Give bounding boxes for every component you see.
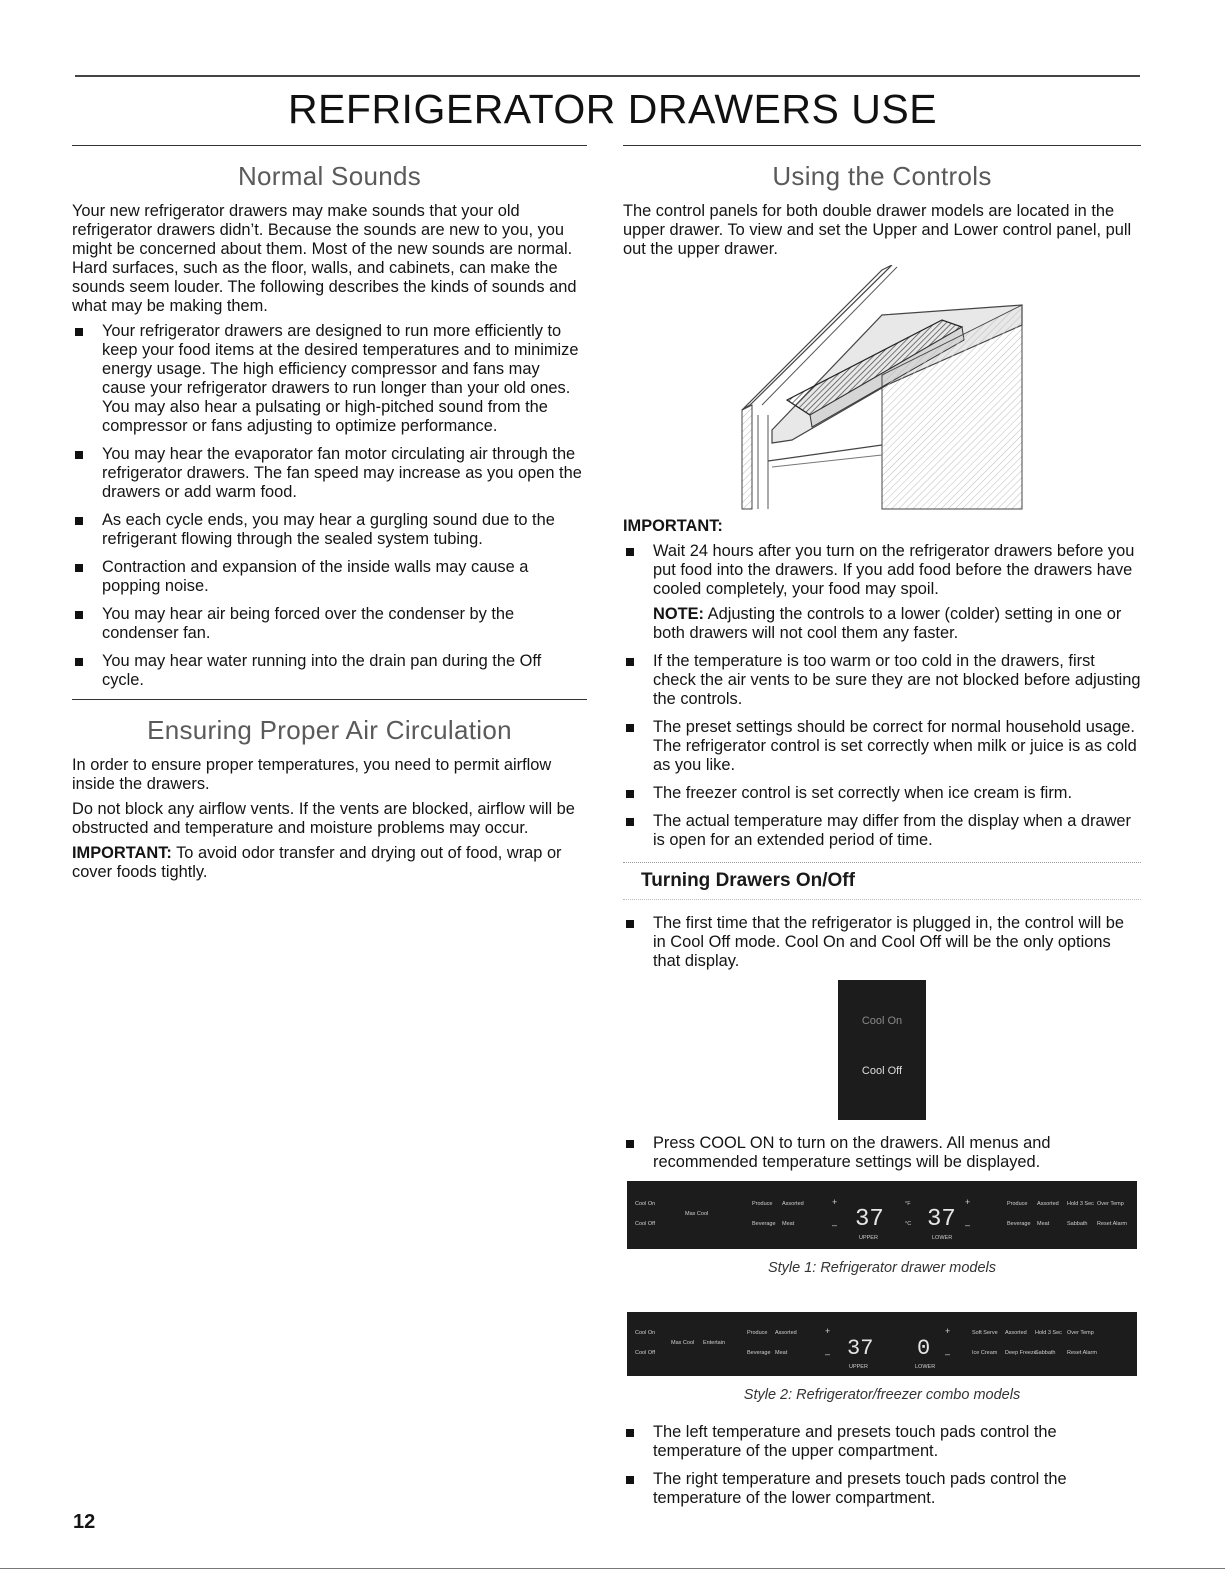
preset-key: Produce [1007,1201,1028,1207]
cool-off-key: Cool Off [861,1065,903,1077]
list-item: You may hear water running into the drain pan during the Off cycle. [72,652,587,690]
air-circulation-heading: Ensuring Proper Air Circulation [147,715,512,745]
lower-temperature: 0 [917,1336,931,1361]
preset-key: Produce [752,1201,773,1207]
bullet-icon [75,658,83,666]
lower-temperature: 37 [927,1206,956,1233]
list-item: If the temperature is too warm or too cold in the drawers, first check the air vents to be sure they are not blocked before adjusting the controls. [623,652,1141,709]
control-panel-style-2 [627,1312,1137,1376]
plus-icon: + [825,1326,831,1336]
bullet-icon [75,564,83,572]
bullet-icon [75,517,83,525]
preset-key: Assorted [782,1201,804,1207]
upper-label: UPPER [849,1364,868,1370]
max-cool-key: Max Cool [685,1211,709,1217]
section-divider [72,699,587,700]
entertain-key: Entertain [703,1340,726,1346]
cool-on-key: Cool On [635,1201,656,1207]
lower-label: LOWER [915,1364,936,1370]
over-temp-key: Over Temp [1067,1330,1094,1336]
bullet-icon [75,611,83,619]
controls-list [623,542,1141,850]
sabbath-key: Sabbath [1035,1350,1056,1356]
upper-temperature: 37 [855,1206,884,1233]
list-item: Contraction and expansion of the inside walls may cause a popping noise. [72,558,587,596]
normal-sounds-intro: Your new refrigerator drawers may make sounds that your old refrigerator drawers didn’t. Because the sounds are new to you, you might be concerned about them. Most of the new sounds are normal. Hard surfaces, such as the floor, walls, and cabinets, can make the sounds seem louder. The following describes the kinds of sounds and what may be making them. [72,202,577,315]
list-item: The freezer control is set correctly when ice cream is firm. [623,784,1141,803]
normal-sounds-heading: Normal Sounds [237,161,422,191]
subheading-divider [623,862,1141,863]
list-item: As each cycle ends, you may hear a gurgling sound due to the refrigerant flowing through the sealed system tubing. [72,511,587,549]
preset-key: Produce [747,1330,768,1336]
preset-key: Beverage [752,1221,776,1227]
minus-icon: – [825,1349,831,1359]
upper-label: UPPER [859,1235,878,1241]
turning-list-2 [623,1134,1141,1172]
preset-key: Ice Cream [972,1350,998,1356]
sabbath-key: Sabbath [1067,1221,1088,1227]
cool-on-key: Cool On [861,1015,903,1027]
important-label: IMPORTANT: [623,517,723,535]
drawer-control-panel-illustration [732,265,1032,513]
plus-icon: + [965,1197,971,1207]
minus-icon: – [832,1220,838,1230]
cool-on-key: Cool On [635,1330,656,1336]
turning-drawers-heading: Turning Drawers On/Off [641,870,855,891]
note: NOTE: Adjusting the controls to a lower (colder) setting in one or both drawers will not cool them any faster. [653,605,1122,642]
page-title: REFRIGERATOR DRAWERS USE [287,86,938,132]
caption-style-1: Style 1: Refrigerator drawer models [767,1260,997,1276]
list-item: The first time that the refrigerator is plugged in, the control will be in Cool Off mode. Cool On and Cool Off will be the only options that display. [623,914,1141,971]
reset-alarm-key: Reset Alarm [1097,1221,1127,1227]
lower-label: LOWER [932,1235,953,1241]
bullet-icon [626,920,634,928]
minus-icon: – [945,1349,951,1359]
list-item: Press COOL ON to turn on the drawers. All menus and recommended temperature settings will be displayed. [623,1134,1141,1172]
list-item: You may hear air being forced over the condenser by the condenser fan. [72,605,587,643]
hold-key: Hold 3 Sec [1067,1201,1094,1207]
preset-key: Meat [775,1350,788,1356]
bullet-icon [626,548,634,556]
bullet-icon [626,658,634,666]
bullet-icon [75,451,83,459]
max-cool-key: Max Cool [671,1340,695,1346]
control-panel-style-1 [627,1181,1137,1249]
preset-key: Beverage [1007,1221,1031,1227]
turning-list [623,914,1141,971]
air-circulation-important: IMPORTANT: To avoid odor transfer and drying out of food, wrap or cover foods tightly. [72,844,562,881]
bullet-icon [626,790,634,798]
list-item: Wait 24 hours after you turn on the refrigerator drawers before you put food into the drawers. If you add food before the drawers have cooled completely, your food may spoil. NOTE: Adjusting the controls to a lower (colder) setting in one or both drawers will not cool them any faster. [623,542,1141,643]
right-column [623,145,1141,1517]
left-column [72,145,587,888]
page-number: 12 [73,1511,96,1533]
cool-on-off-display [838,980,926,1120]
unit-label: °F [905,1201,911,1207]
list-item: Your refrigerator drawers are designed to run more efficiently to keep your food items at the desired temperatures and to minimize energy usage. The high efficiency compressor and fans may cause your refrigerator drawers to run longer than your old ones. You may also hear a pulsating or high-pitched sound from the compressor or fans adjusting to optimize performance. [72,322,587,436]
bullet-icon [626,1429,634,1437]
top-rule [75,75,1140,77]
air-circulation-para-1: In order to ensure proper temperatures, you need to permit airflow inside the drawers. [72,756,552,793]
bullet-icon [626,724,634,732]
plus-icon: + [945,1326,951,1336]
reset-alarm-key: Reset Alarm [1067,1350,1097,1356]
preset-key: Meat [782,1221,795,1227]
cool-off-key: Cool Off [635,1350,656,1356]
hold-key: Hold 3 Sec [1035,1330,1062,1336]
list-item: The right temperature and presets touch pads control the temperature of the lower compartment. [623,1470,1141,1508]
preset-key: Soft Serve [972,1330,998,1336]
minus-icon: – [965,1220,971,1230]
bottom-rule [0,1568,1225,1569]
bullet-icon [626,818,634,826]
bullet-icon [626,1476,634,1484]
list-item: You may hear the evaporator fan motor circulating air through the refrigerator drawers. The fan speed may increase as you open the drawers or add warm food. [72,445,587,502]
bullet-icon [626,1140,634,1148]
list-item: The left temperature and presets touch pads control the temperature of the upper compartment. [623,1423,1141,1461]
controls-intro: The control panels for both double drawer models are located in the upper drawer. To view and set the Upper and Lower control panel, pull out the upper drawer. [623,202,1132,258]
preset-key: Assorted [1037,1201,1059,1207]
preset-key: Assorted [775,1330,797,1336]
preset-key: Beverage [747,1350,771,1356]
caption-style-2: Style 2: Refrigerator/freezer combo models [743,1387,1021,1403]
bullet-icon [75,328,83,336]
upper-temperature: 37 [847,1336,874,1361]
using-controls-heading: Using the Controls [772,161,992,191]
unit-label: °C [905,1221,912,1227]
preset-key: Meat [1037,1221,1050,1227]
section-divider [72,145,587,146]
list-item: The preset settings should be correct for normal household usage. The refrigerator control is set correctly when milk or juice is as cold as you like. [623,718,1141,775]
turning-list-3 [623,1423,1141,1508]
preset-key: Deep Freeze [1005,1350,1037,1356]
over-temp-key: Over Temp [1097,1201,1124,1207]
preset-key: Assorted [1005,1330,1027,1336]
plus-icon: + [832,1197,838,1207]
subheading-divider [623,899,1141,900]
section-divider [623,145,1141,146]
list-item: The actual temperature may differ from the display when a drawer is open for an extended period of time. [623,812,1141,850]
cool-off-key: Cool Off [635,1221,656,1227]
normal-sounds-list [72,322,587,690]
air-circulation-para-2: Do not block any airflow vents. If the vents are blocked, airflow will be obstructed and temperature and moisture problems may occur. [72,800,575,837]
